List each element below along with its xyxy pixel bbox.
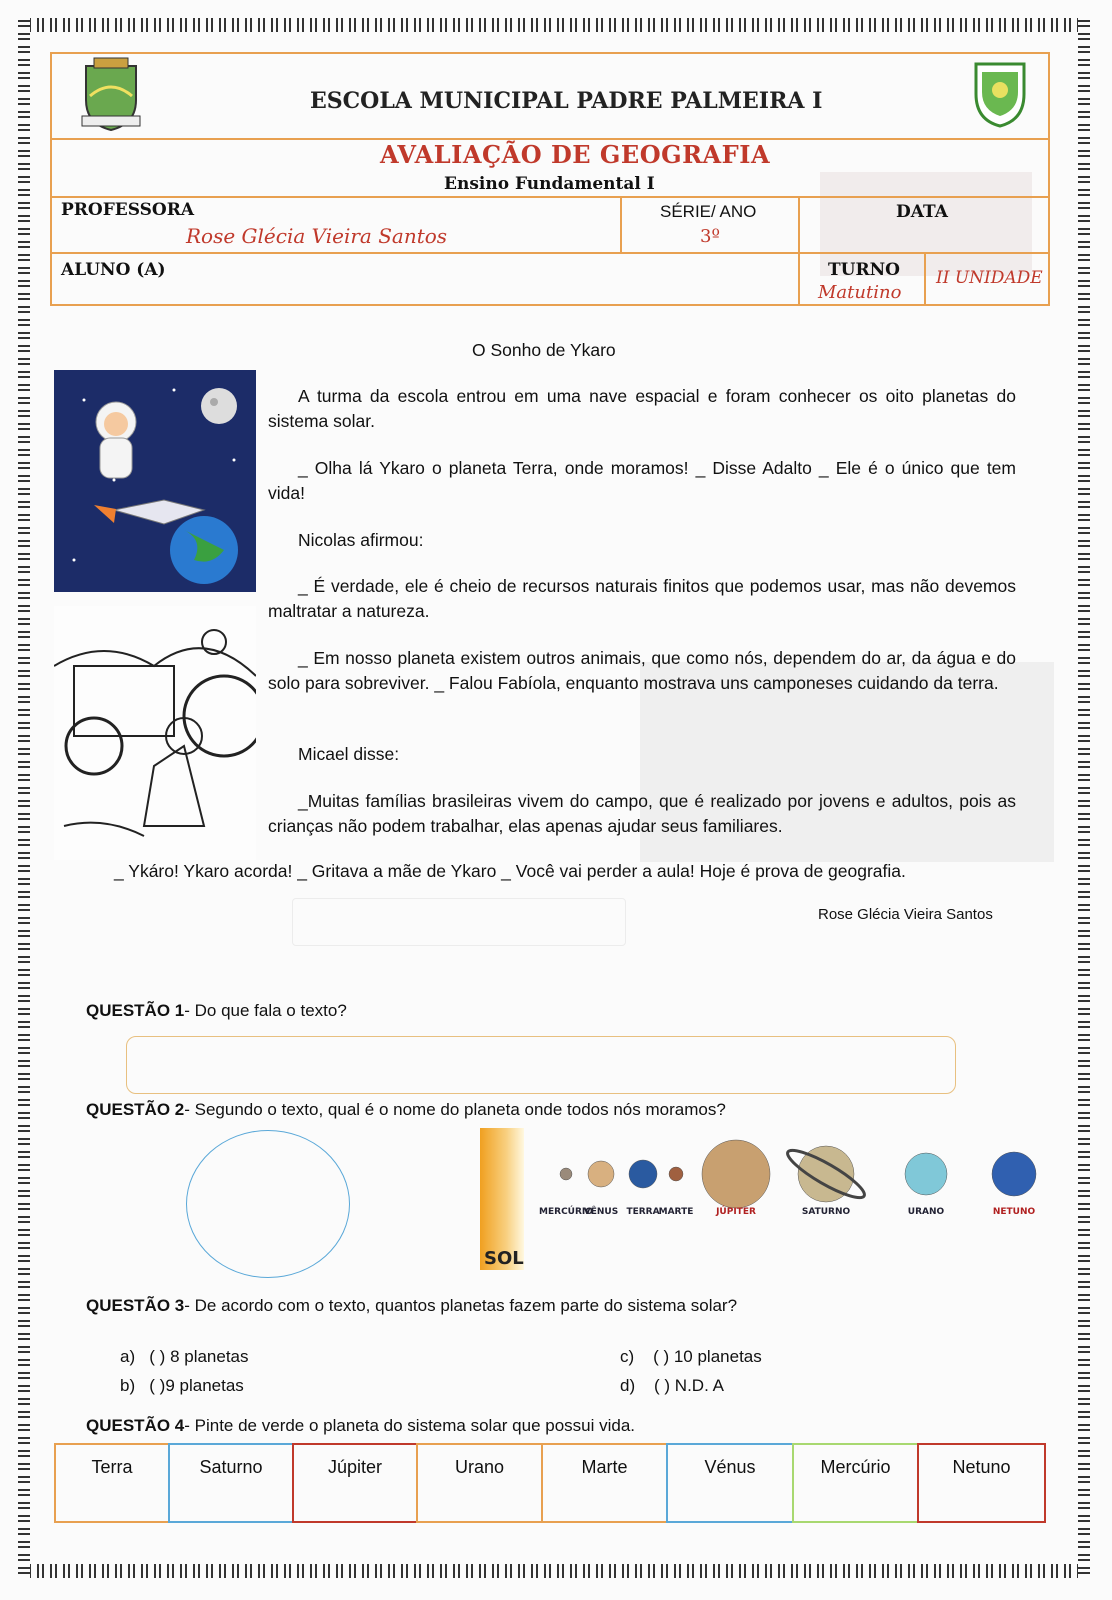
planet-box-terra[interactable]: Terra — [54, 1443, 170, 1523]
top-spiral-border — [20, 18, 1090, 32]
question-2-label: QUESTÃO 2 — [86, 1100, 185, 1119]
planet-box-saturno[interactable]: Saturno — [168, 1443, 294, 1523]
planet-marte-shape — [669, 1167, 683, 1181]
planet-box-netuno[interactable]: Netuno — [917, 1443, 1046, 1523]
header-divider — [50, 252, 1050, 254]
story-paragraph-4: _ É verdade, ele é cheio de recursos naturais finitos que podemos usar, mas não devemos maltratar a natureza. — [268, 576, 1016, 621]
option-c[interactable] — [620, 1347, 762, 1367]
story-paragraph-8: _ Ykáro! Ykaro acorda! _ Gritava a mãe de Ykaro _ Você vai perder a aula! Hoje é prova de geografia. — [114, 861, 906, 881]
option-c-letter: c) — [620, 1347, 635, 1366]
planet-terra-shape — [629, 1160, 657, 1188]
header-divider — [798, 196, 800, 306]
planet-label-mercúrio: MERCÚRIO — [539, 1207, 593, 1217]
story-paragraph-7: _Muitas famílias brasileiras vivem do campo, que é realizado por jovens e adultos, pois as crianças não podem trabalhar, elas apenas ajudar seus familiares. — [268, 791, 1016, 836]
grade-value: 3º — [700, 226, 720, 247]
planet-netuno-shape — [992, 1152, 1036, 1196]
planet-label-marte: MARTE — [658, 1207, 694, 1217]
planet-júpiter-shape — [702, 1140, 770, 1208]
story-title: O Sonho de Ykaro — [472, 340, 616, 360]
option-b-letter: b) — [120, 1376, 136, 1395]
question-4 — [86, 1416, 635, 1436]
option-d[interactable] — [620, 1376, 724, 1396]
planet-box-júpiter[interactable]: Júpiter — [292, 1443, 418, 1523]
student-label: ALUNO (A) — [61, 260, 166, 280]
planet-box-vénus[interactable]: Vénus — [666, 1443, 794, 1523]
question-1-text: - Do que fala o texto? — [184, 1001, 347, 1020]
bleed-through-box — [292, 898, 626, 946]
question-3-label: QUESTÃO 3 — [86, 1296, 185, 1315]
teacher-name: Rose Glécia Vieira Santos — [186, 224, 448, 248]
planet-mercúrio-shape — [560, 1168, 572, 1180]
option-a-letter: a) — [120, 1347, 136, 1366]
planet-vênus-shape — [588, 1161, 614, 1187]
planet-label-júpiter: JÚPITER — [716, 1207, 756, 1217]
shift-value: Matutino — [818, 282, 902, 303]
story-paragraph-3: Nicolas afirmou: — [298, 530, 424, 550]
header-divider — [50, 196, 1050, 198]
planet-box-marte[interactable]: Marte — [541, 1443, 668, 1523]
left-spiral-border — [18, 18, 30, 1578]
sun-label: SOL — [484, 1248, 524, 1269]
question-3 — [86, 1296, 737, 1316]
grade-label: SÉRIE/ ANO — [660, 202, 757, 221]
option-c-text: ( ) 10 planetas — [653, 1347, 762, 1366]
story-author: Rose Glécia Vieira Santos — [818, 906, 993, 923]
solar-system-illustration — [480, 1128, 1040, 1270]
option-d-text: ( ) N.D. A — [654, 1376, 724, 1395]
story-paragraph-2: _ Olha lá Ykaro o planeta Terra, onde moramos! _ Disse Adalto _ Ele é o único que tem vida! — [268, 458, 1016, 503]
story-paragraph-1: A turma da escola entrou em uma nave espacial e foram conhecer os oito planetas do sistema solar. — [268, 386, 1016, 431]
municipal-crest-logo — [76, 56, 146, 132]
school-shield-logo — [972, 60, 1028, 130]
question-3-text: - De acordo com o texto, quantos planetas fazem parte do sistema solar? — [184, 1296, 738, 1315]
story-paragraph-5: _ Em nosso planeta existem outros animais, que como nós, dependem do ar, da água e do solo para sobreviver. _ Falou Fabíola, enquanto mostrava uns camponeses cuidando da terra. — [268, 648, 1016, 693]
farmer-tractor-illustration — [54, 606, 256, 860]
option-a-text: ( ) 8 planetas — [149, 1347, 249, 1366]
question-1-answer-box[interactable] — [126, 1036, 956, 1094]
option-d-letter: d) — [620, 1376, 636, 1395]
header-divider — [620, 196, 622, 252]
education-level: Ensino Fundamental I — [444, 174, 655, 194]
question-2-text: - Segundo o texto, qual é o nome do planeta onde todos nós moramos? — [184, 1100, 726, 1119]
planet-urano-shape — [905, 1153, 947, 1195]
planet-label-saturno: SATURNO — [801, 1207, 851, 1217]
astronaut-illustration — [54, 370, 256, 592]
question-2 — [86, 1100, 726, 1120]
question-1 — [86, 1001, 347, 1021]
right-spiral-border — [1078, 18, 1090, 1578]
shift-label: TURNO — [828, 260, 900, 280]
date-label: DATA — [896, 202, 948, 222]
planet-label-urano: URANO — [907, 1207, 945, 1217]
bottom-spiral-border — [20, 1564, 1090, 1578]
teacher-label: PROFESSORA — [61, 200, 195, 220]
planet-box-mercúrio[interactable]: Mercúrio — [792, 1443, 919, 1523]
exam-title: AVALIAÇÃO DE GEOGRAFIA — [380, 140, 771, 169]
planet-box-urano[interactable]: Urano — [416, 1443, 543, 1523]
header-divider — [924, 252, 926, 306]
planet-label-vênus: VÊNUS — [583, 1207, 619, 1217]
option-b-text: ( )9 planetas — [149, 1376, 244, 1395]
school-name: ESCOLA MUNICIPAL PADRE PALMEIRA I — [310, 88, 823, 114]
option-b[interactable] — [120, 1376, 244, 1396]
planet-label-terra: TERRA — [626, 1207, 660, 1217]
question-1-label: QUESTÃO 1 — [86, 1001, 185, 1020]
option-a[interactable] — [120, 1347, 249, 1367]
question-2-answer-circle[interactable] — [186, 1130, 350, 1278]
unit-label: II UNIDADE — [936, 268, 1043, 288]
planet-label-netuno: NETUNO — [992, 1207, 1036, 1217]
story-paragraph-6: Micael disse: — [298, 744, 400, 764]
question-4-text: - Pinte de verde o planeta do sistema solar que possui vida. — [184, 1416, 636, 1435]
question-4-label: QUESTÃO 4 — [86, 1416, 185, 1435]
